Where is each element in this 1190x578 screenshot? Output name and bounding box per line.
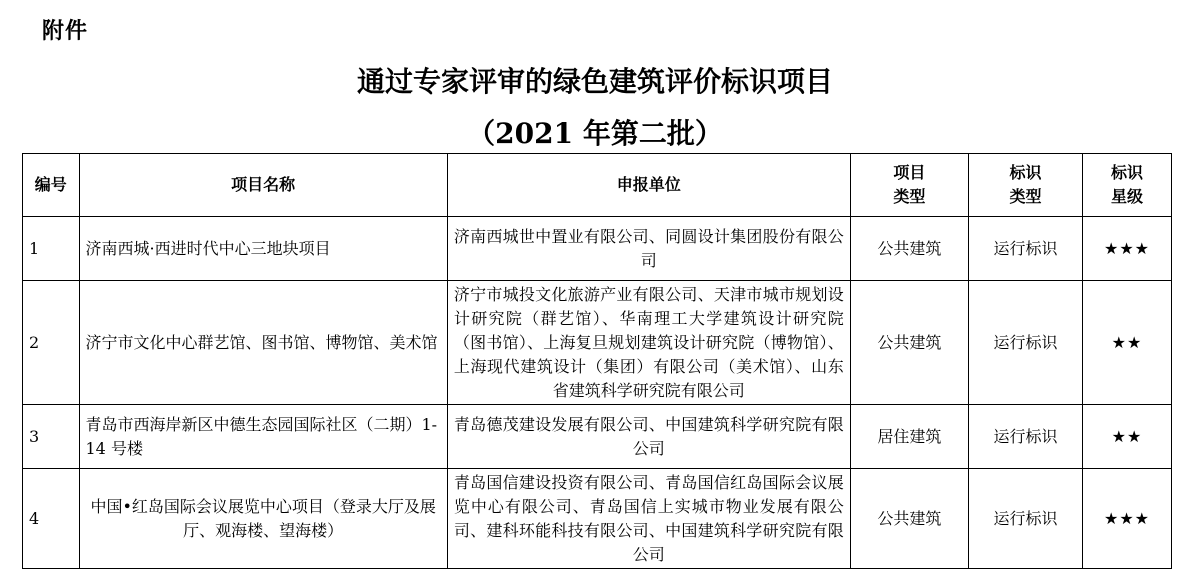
row-project-name: 济南西城·西进时代中心三地块项目	[79, 217, 447, 281]
header-mark-type: 标识 类型	[968, 154, 1082, 217]
row-applicant-unit: 济南西城世中置业有限公司、同圆设计集团股份有限公司	[447, 217, 850, 281]
header-applicant-unit: 申报单位	[447, 154, 850, 217]
row-project-type: 公共建筑	[850, 469, 968, 569]
attachment-label: 附件	[42, 19, 89, 44]
table-header-row	[23, 154, 1172, 217]
row-project-name: 中国•红岛国际会议展览中心项目（登录大厅及展厅、观海楼、望海楼）	[79, 469, 447, 569]
row-applicant-unit: 济宁市城投文化旅游产业有限公司、天津市城市规划设计研究院（群艺馆）、华南理工大学建筑设计研究院（图书馆）、上海复旦规划建筑设计研究院（博物馆）、上海现代建筑设计（集团）有限公司（美术馆）、山东省建筑科学研究院有限公司	[447, 281, 850, 405]
row-project-type: 公共建筑	[850, 217, 968, 281]
row-mark-type: 运行标识	[968, 281, 1082, 405]
row-applicant-unit: 青岛德茂建设发展有限公司、中国建筑科学研究院有限公司	[447, 405, 850, 469]
row-mark-type: 运行标识	[968, 405, 1082, 469]
header-star-level: 标识 星级	[1083, 154, 1172, 217]
document-title: 通过专家评审的绿色建筑评价标识项目	[356, 65, 833, 98]
row-star-level: ★★★	[1083, 217, 1172, 281]
row-no: 4	[23, 469, 80, 569]
table-row	[23, 405, 1172, 469]
table-row	[23, 217, 1172, 281]
row-star-level: ★★	[1083, 281, 1172, 405]
project-table	[22, 153, 1172, 569]
header-project-name: 项目名称	[79, 154, 447, 217]
row-star-level: ★★★	[1083, 469, 1172, 569]
row-applicant-unit: 青岛国信建设投资有限公司、青岛国信红岛国际会议展览中心有限公司、青岛国信上实城市物业发展有限公司、建科环能科技有限公司、中国建筑科学研究院有限公司	[447, 469, 850, 569]
row-project-name: 济宁市文化中心群艺馆、图书馆、博物馆、美术馆	[79, 281, 447, 405]
row-mark-type: 运行标识	[968, 217, 1082, 281]
table-row	[23, 281, 1172, 405]
row-no: 2	[23, 281, 80, 405]
header-project-type: 项目 类型	[850, 154, 968, 217]
row-mark-type: 运行标识	[968, 469, 1082, 569]
document-subtitle: （2021 年第二批）	[467, 117, 723, 150]
row-project-type: 公共建筑	[850, 281, 968, 405]
row-no: 1	[23, 217, 80, 281]
row-project-type: 居住建筑	[850, 405, 968, 469]
header-no: 编号	[23, 154, 80, 217]
table-row	[23, 469, 1172, 569]
row-star-level: ★★	[1083, 405, 1172, 469]
row-no: 3	[23, 405, 80, 469]
row-project-name: 青岛市西海岸新区中德生态园国际社区（二期）1-14 号楼	[79, 405, 447, 469]
